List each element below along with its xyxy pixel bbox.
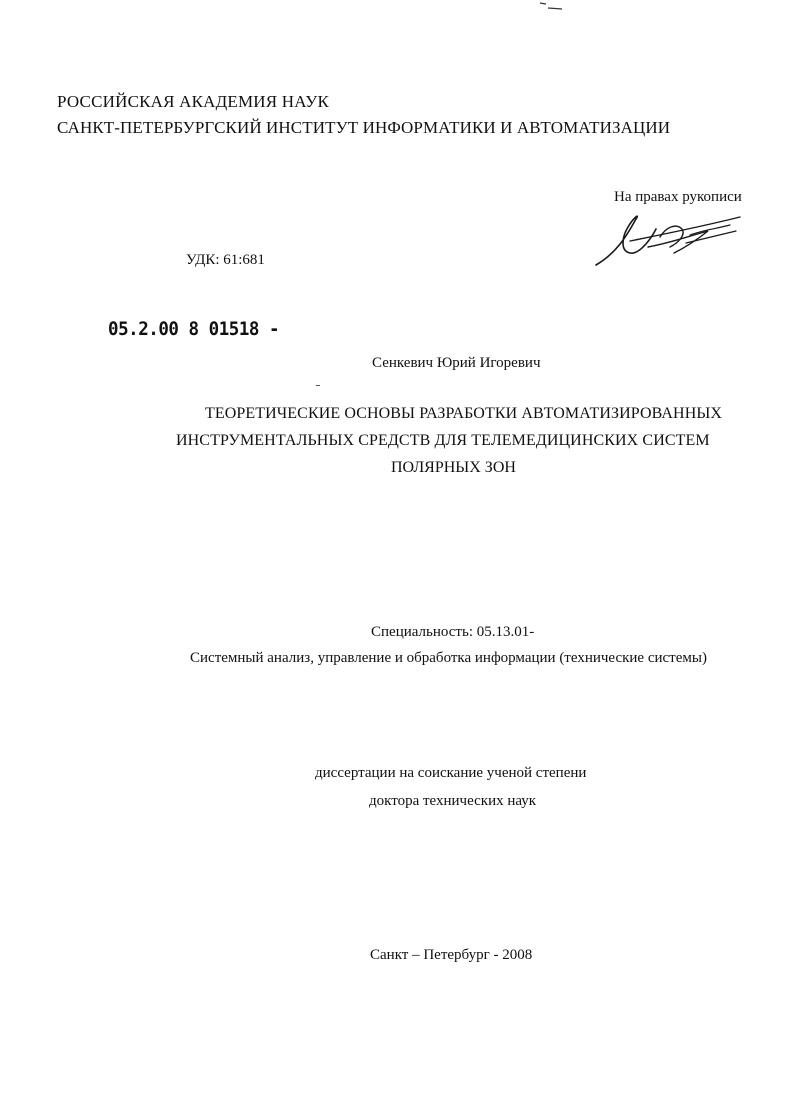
udk-code: УДК: 61:681 [186, 252, 265, 268]
scan-mark [536, 0, 566, 14]
degree-line-1: диссертации на соискание ученой степени [315, 765, 587, 781]
registration-stamp: 05.2.00 8 01518 - [108, 318, 280, 340]
degree-line-2: доктора технических наук [369, 793, 537, 809]
author-name: Сенкевич Юрий Игоревич [372, 355, 541, 371]
organization-academy: РОССИЙСКАЯ АКАДЕМИЯ НАУК [57, 92, 330, 111]
title-line-1: ТЕОРЕТИЧЕСКИЕ ОСНОВЫ РАЗРАБОТКИ АВТОМАТИЗИРОВАННЫХ [205, 405, 723, 422]
scan-speck [316, 385, 320, 386]
specialty-description: Системный анализ, управление и обработка информации (технические системы) [190, 650, 707, 666]
title-line-3: ПОЛЯРНЫХ ЗОН [391, 459, 516, 476]
title-line-2: ИНСТРУМЕНТАЛЬНЫХ СРЕДСТВ ДЛЯ ТЕЛЕМЕДИЦИНСКИХ СИСТЕМ [176, 432, 710, 449]
manuscript-rights-note: На правах рукописи [614, 189, 742, 205]
organization-institute: САНКТ-ПЕТЕРБУРГСКИЙ ИНСТИТУТ ИНФОРМАТИКИ И АВТОМАТИЗАЦИИ [57, 118, 671, 137]
specialty-code: Специальность: 05.13.01- [371, 624, 535, 640]
city-year: Санкт – Петербург - 2008 [370, 947, 533, 963]
handwritten-signature [590, 207, 750, 271]
